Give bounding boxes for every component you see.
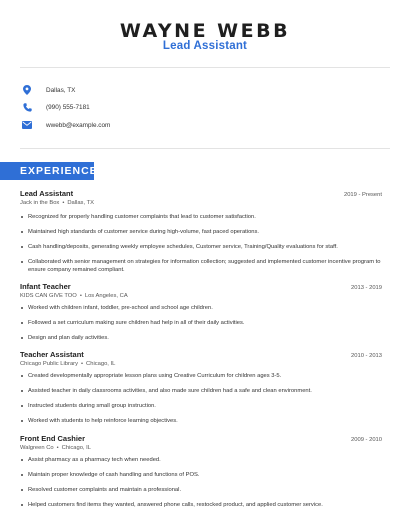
job-dates: 2019 - Present bbox=[343, 192, 382, 198]
job-location: Chicago, IL bbox=[61, 445, 91, 451]
job-location: Los Angeles, CA bbox=[84, 293, 128, 299]
job-dates: 2010 - 2013 bbox=[351, 353, 382, 359]
list-item: Cash handling/deposits, generating weekly employee schedules, Customer service, Training/Quality evaluations for staff. bbox=[20, 243, 382, 251]
location-icon bbox=[22, 85, 32, 95]
job-company: Walgreen Co bbox=[20, 445, 54, 451]
divider bbox=[20, 67, 390, 68]
job-bullets bbox=[20, 304, 382, 342]
job-entry bbox=[20, 189, 382, 281]
list-item: Followed a set curriculum making sure children had help in all of their daily activities. bbox=[20, 319, 382, 327]
list-item: Design and plan daily activities. bbox=[20, 334, 382, 342]
list-item: Assist pharmacy as a pharmacy tech when needed. bbox=[20, 456, 382, 464]
list-item: Created developmentally appropriate lesson plans using Creative Curriculum for children ages 3-5. bbox=[20, 372, 382, 380]
job-company: Jack in the Box bbox=[20, 200, 60, 206]
list-item: Instructed students during small group instruction. bbox=[20, 402, 382, 410]
job-dates: 2009 - 2010 bbox=[351, 437, 382, 443]
job-title: Infant Teacher bbox=[20, 282, 71, 291]
job-employer: Jack in the Box • Dallas, TX bbox=[20, 200, 94, 206]
job-dates: 2013 - 2019 bbox=[351, 285, 382, 291]
list-item: Helped customers find items they wanted, answered phone calls, restocked product, and applied customer service. bbox=[20, 501, 382, 509]
section-heading-text: EXPERIENCE bbox=[20, 165, 98, 177]
job-location: Chicago, IL bbox=[86, 361, 116, 367]
job-bullets bbox=[20, 372, 382, 425]
job-location: Dallas, TX bbox=[67, 200, 94, 206]
job-company: KIDS CAN GIVE TOO bbox=[20, 293, 77, 299]
job-entry bbox=[20, 350, 382, 432]
job-title: Front End Cashier bbox=[20, 434, 86, 443]
job-title: Lead Assistant bbox=[20, 189, 74, 198]
contact-phone bbox=[22, 100, 90, 114]
list-item: Resolved customer complaints and maintain a professional. bbox=[20, 486, 382, 494]
list-item: Worked with students to help reinforce learning objectives. bbox=[20, 417, 382, 425]
list-item: Assisted teacher in daily classrooms activities, and also made sure children had a safe and clean environment. bbox=[20, 387, 382, 395]
experience-section-heading bbox=[0, 162, 98, 180]
list-item: Collaborated with senior management on strategies for information collection; suggested and implemented customer incentive program to ensure company remained compliant. bbox=[20, 258, 382, 274]
job-entry bbox=[20, 434, 382, 516]
job-bullets bbox=[20, 213, 382, 274]
list-item: Maintained high standards of customer service during high-volume, fast paced operations. bbox=[20, 228, 382, 236]
contact-email bbox=[22, 118, 110, 132]
list-item: Recognized for properly handling customer complaints that lead to customer satisfaction. bbox=[20, 213, 382, 221]
job-title: Teacher Assistant bbox=[20, 350, 84, 359]
email-icon bbox=[22, 120, 32, 130]
job-employer: KIDS CAN GIVE TOO • Los Angeles, CA bbox=[20, 293, 128, 299]
phone-icon bbox=[22, 102, 32, 112]
candidate-name: WAYNE WEBB bbox=[119, 20, 291, 42]
contact-location-text: Dallas, TX bbox=[46, 86, 76, 94]
list-item: Worked with children infant, toddler, pre-school and school age children. bbox=[20, 304, 382, 312]
job-company: Chicago Public Library bbox=[20, 361, 78, 367]
contact-phone-text: (990) 555-7181 bbox=[46, 103, 90, 111]
job-employer: Chicago Public Library • Chicago, IL bbox=[20, 361, 116, 367]
contact-email-text: wwebb@example.com bbox=[46, 121, 111, 129]
divider bbox=[20, 148, 390, 149]
job-employer: Walgreen Co • Chicago, IL bbox=[20, 445, 91, 451]
job-bullets bbox=[20, 456, 382, 509]
list-item: Maintain proper knowledge of cash handling and functions of POS. bbox=[20, 471, 382, 479]
job-entry bbox=[20, 282, 382, 349]
contact-location bbox=[22, 83, 75, 97]
candidate-title: Lead Assistant bbox=[162, 40, 248, 52]
